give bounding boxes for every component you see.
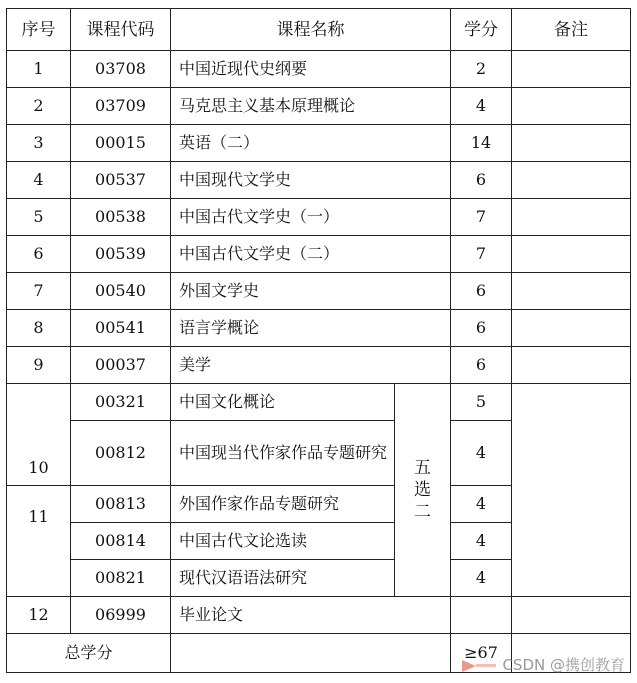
- elective-name: 中国古代文论选读: [171, 523, 395, 560]
- row-seq: 2: [7, 88, 71, 125]
- row-credit: 6: [451, 310, 512, 347]
- elective-name: 现代汉语语法研究: [171, 560, 395, 597]
- row-name: 马克思主义基本原理概论: [171, 88, 451, 125]
- row-name: 中国近现代史纲要: [171, 51, 451, 88]
- row-name: 外国文学史: [171, 273, 451, 310]
- total-label: 总学分: [7, 634, 171, 673]
- row-note: [512, 162, 631, 199]
- row-seq: 5: [7, 199, 71, 236]
- elective-code: 00812: [71, 421, 171, 486]
- elective-name: 中国现当代作家作品专题研究: [171, 421, 395, 486]
- watermark-text: CSDN @携创教育: [502, 656, 625, 674]
- total-value: ≥67: [451, 634, 512, 673]
- elective-rule: [395, 384, 451, 597]
- thesis-code: 06999: [71, 597, 171, 634]
- row-note: [512, 125, 631, 162]
- total-spacer: [171, 634, 451, 673]
- table-row: [7, 347, 631, 384]
- thesis-row: [7, 597, 631, 634]
- row-seq: 8: [7, 310, 71, 347]
- thesis-credit: [451, 597, 512, 634]
- row-code: 03709: [71, 88, 171, 125]
- row-code: 00537: [71, 162, 171, 199]
- header-seq: 序号: [7, 9, 71, 51]
- elective-code: 00813: [71, 486, 171, 523]
- row-note: [512, 236, 631, 273]
- table-row: [7, 125, 631, 162]
- elective-credit: 4: [451, 560, 512, 597]
- table-header-row: [7, 9, 631, 51]
- row-credit: 4: [451, 88, 512, 125]
- row-credit: 6: [451, 162, 512, 199]
- row-seq: 6: [7, 236, 71, 273]
- row-code: 03708: [71, 51, 171, 88]
- elective-code: 00814: [71, 523, 171, 560]
- thesis-name: 毕业论文: [171, 597, 451, 634]
- row-seq: 4: [7, 162, 71, 199]
- row-seq: 7: [7, 273, 71, 310]
- elective-credit: 4: [451, 421, 512, 486]
- table-row: [7, 199, 631, 236]
- elective-code: 00821: [71, 560, 171, 597]
- elective-rule-char: 五: [414, 458, 431, 478]
- row-code: 00541: [71, 310, 171, 347]
- elective-rule-char: 选: [414, 480, 431, 500]
- total-note: [512, 634, 631, 673]
- row-name: 中国古代文学史（一）: [171, 199, 451, 236]
- row-note: [512, 88, 631, 125]
- row-code: 00538: [71, 199, 171, 236]
- total-row: [7, 634, 631, 673]
- header-code: 课程代码: [71, 9, 171, 51]
- header-credit: 学分: [451, 9, 512, 51]
- thesis-seq: 12: [7, 597, 71, 634]
- table-row: [7, 51, 631, 88]
- course-table: [6, 8, 631, 673]
- row-note: [512, 347, 631, 384]
- elective-name: 中国文化概论: [171, 384, 395, 421]
- row-credit: 6: [451, 347, 512, 384]
- elective-row: [7, 384, 631, 421]
- table-row: [7, 273, 631, 310]
- elective-credit: 5: [451, 384, 512, 421]
- elective-seq-11: 11: [7, 486, 71, 597]
- row-seq: 9: [7, 347, 71, 384]
- table-row: [7, 310, 631, 347]
- row-name: 美学: [171, 347, 451, 384]
- header-note: 备注: [512, 9, 631, 51]
- row-code: 00015: [71, 125, 171, 162]
- elective-rule-char: 二: [414, 502, 431, 522]
- row-name: 语言学概论: [171, 310, 451, 347]
- row-name: 中国古代文学史（二）: [171, 236, 451, 273]
- row-code: 00539: [71, 236, 171, 273]
- row-note: [512, 51, 631, 88]
- row-credit: 7: [451, 199, 512, 236]
- row-seq: 3: [7, 125, 71, 162]
- row-note: [512, 199, 631, 236]
- row-credit: 7: [451, 236, 512, 273]
- row-credit: 14: [451, 125, 512, 162]
- header-name: 课程名称: [171, 9, 451, 51]
- row-credit: 2: [451, 51, 512, 88]
- row-name: 中国现代文学史: [171, 162, 451, 199]
- table-row: [7, 88, 631, 125]
- elective-credit: 4: [451, 523, 512, 560]
- row-seq: 1: [7, 51, 71, 88]
- elective-name: 外国作家作品专题研究: [171, 486, 395, 523]
- elective-code: 00321: [71, 384, 171, 421]
- row-credit: 6: [451, 273, 512, 310]
- row-code: 00540: [71, 273, 171, 310]
- row-note: [512, 273, 631, 310]
- row-note: [512, 310, 631, 347]
- table-row: [7, 162, 631, 199]
- elective-note: [512, 384, 631, 597]
- row-code: 00037: [71, 347, 171, 384]
- elective-seq-10: 10: [7, 384, 71, 486]
- elective-credit: 4: [451, 486, 512, 523]
- row-name: 英语（二）: [171, 125, 451, 162]
- table-row: [7, 236, 631, 273]
- thesis-note: [512, 597, 631, 634]
